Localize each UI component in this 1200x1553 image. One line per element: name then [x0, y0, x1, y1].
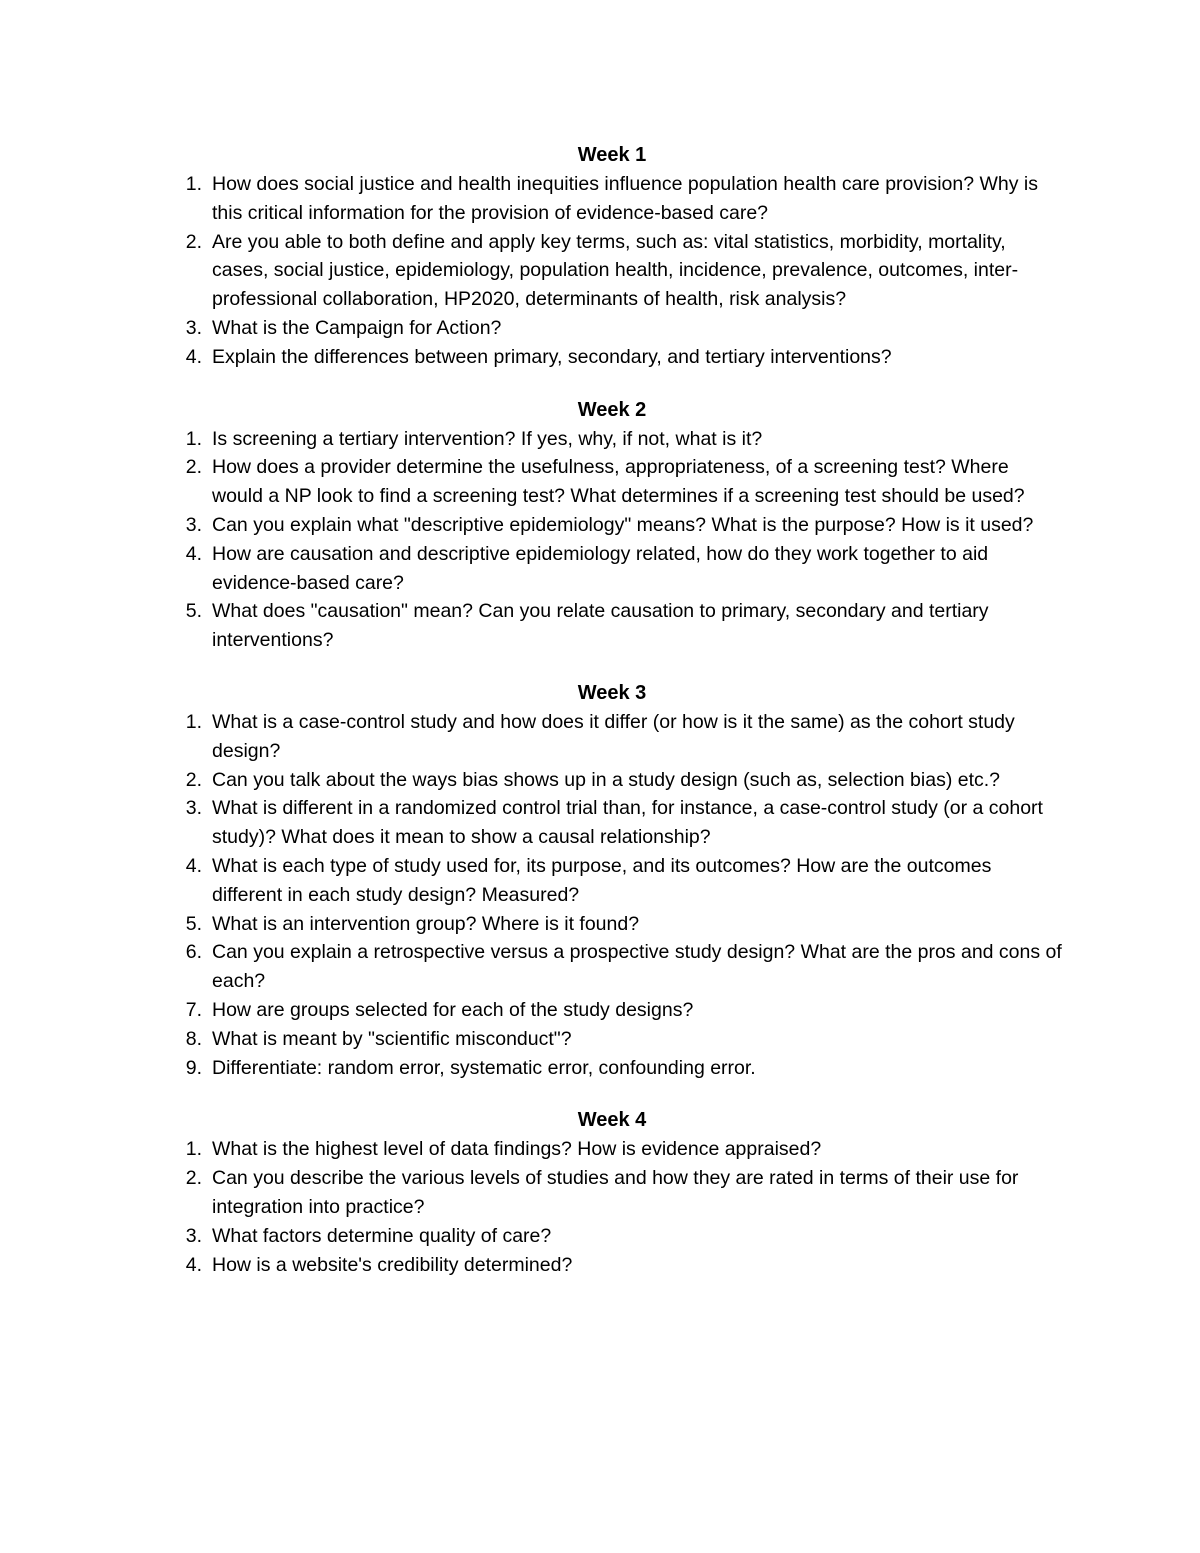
question-number: 1.: [185, 173, 202, 195]
week-title: Week 2: [577, 398, 647, 421]
question-item: [172, 314, 1062, 343]
question-number: 5.: [185, 912, 202, 935]
question-number: 4.: [185, 345, 202, 368]
question-item: [172, 1164, 1062, 1222]
week-section-2: [172, 396, 1062, 655]
question-number: 1.: [185, 1138, 202, 1161]
question-list: [172, 708, 1062, 1082]
question-item: [172, 540, 1062, 598]
question-text: What is the Campaign for Action?: [212, 316, 502, 339]
question-item: [172, 1135, 1062, 1164]
question-text: How is a website's credibility determined?: [212, 1253, 573, 1276]
question-text: What is different in a randomized control trial than, for instance, a case-control study (or a cohort study)? What does it mean to show a causal relationship?: [212, 797, 1043, 849]
question-number: 2.: [185, 1167, 202, 1190]
question-number: 1.: [185, 427, 202, 450]
question-item: [172, 708, 1062, 766]
question-text: Can you talk about the ways bias shows up in a study design (such as, selection bias) etc.?: [212, 768, 1001, 791]
question-text: How does a provider determine the usefulness, appropriateness, of a screening test? Where would a NP look to find a screening test? What determines if a screening test should be used?: [212, 456, 1025, 508]
question-item: [172, 996, 1062, 1025]
question-item: [172, 170, 1062, 228]
question-text: Is screening a tertiary intervention? If yes, why, if not, what is it?: [212, 427, 763, 450]
question-text: Differentiate: random error, systematic error, confounding error.: [212, 1056, 756, 1079]
question-number: 2.: [185, 768, 202, 791]
question-item: [172, 794, 1062, 852]
question-text: Can you explain what "descriptive epidemiology" means? What is the purpose? How is it used?: [212, 513, 1034, 536]
question-number: 5.: [185, 600, 202, 623]
question-text: What is the highest level of data findings? How is evidence appraised?: [212, 1138, 822, 1161]
week-section-3: [172, 679, 1062, 1082]
question-text: What is an intervention group? Where is it found?: [212, 912, 640, 935]
question-item: [172, 938, 1062, 996]
question-number: 3.: [185, 316, 202, 339]
question-item: [172, 1025, 1062, 1054]
question-text: Can you describe the various levels of studies and how they are rated in terms of their use for integration into practice?: [212, 1167, 1019, 1218]
question-text: What is meant by "scientific misconduct"?: [212, 1027, 572, 1050]
question-number: 1.: [185, 710, 202, 733]
question-text: Can you explain a retrospective versus a prospective study design? What are the pros and cons of each?: [212, 941, 1062, 993]
question-text: What is each type of study used for, its purpose, and its outcomes? How are the outcomes different in each study design? Measured?: [212, 854, 992, 906]
question-number: 7.: [185, 998, 202, 1021]
week-section-4: [172, 1106, 1062, 1279]
question-item: [172, 511, 1062, 540]
question-item: [172, 910, 1062, 939]
question-text: How are groups selected for each of the study designs?: [212, 998, 694, 1021]
question-text: Are you able to both define and apply key terms, such as: vital statistics, morbidity, mortality, cases, social justice, epidemiology, population health, incidence, prevalence, outcomes, inter-professional collaboration, HP2020, determinants of health, risk analysis?: [212, 230, 1019, 311]
question-number: 4.: [185, 542, 202, 565]
question-list: [172, 1135, 1062, 1279]
week-section-1: [172, 141, 1062, 372]
question-number: 3.: [185, 513, 202, 536]
question-item: [172, 425, 1062, 454]
question-item: [172, 453, 1062, 511]
question-text: What does "causation" mean? Can you relate causation to primary, secondary and tertiary interventions?: [212, 600, 989, 652]
question-number: 3.: [185, 797, 202, 820]
question-text: Explain the differences between primary, secondary, and tertiary interventions?: [212, 345, 892, 368]
question-number: 8.: [185, 1027, 202, 1050]
question-item: [172, 343, 1062, 372]
question-number: 6.: [185, 941, 202, 964]
question-text: How does social justice and health inequities influence population health care provision? Why is this critical information for the provision of evidence-based care?: [212, 173, 1038, 224]
question-item: [172, 766, 1062, 795]
week-title: Week 1: [577, 144, 647, 166]
question-text: What is a case-control study and how does it differ (or how is it the same) as the cohort study design?: [212, 710, 1015, 762]
week-title: Week 3: [577, 681, 647, 704]
question-number: 3.: [185, 1224, 202, 1247]
question-list: [172, 425, 1062, 655]
question-item: [172, 1054, 1062, 1083]
question-number: 9.: [185, 1056, 202, 1079]
question-item: [172, 1251, 1062, 1280]
question-number: 2.: [185, 456, 202, 479]
question-list: [172, 170, 1062, 372]
document-content: [172, 141, 1062, 1303]
question-item: [172, 228, 1062, 314]
question-item: [172, 852, 1062, 910]
week-title: Week 4: [577, 1109, 647, 1132]
question-item: [172, 597, 1062, 655]
question-number: 4.: [185, 1253, 202, 1276]
question-number: 4.: [185, 854, 202, 877]
question-number: 2.: [185, 230, 202, 253]
question-item: [172, 1222, 1062, 1251]
question-text: What factors determine quality of care?: [212, 1224, 552, 1247]
question-text: How are causation and descriptive epidemiology related, how do they work together to aid evidence-based care?: [212, 542, 989, 594]
